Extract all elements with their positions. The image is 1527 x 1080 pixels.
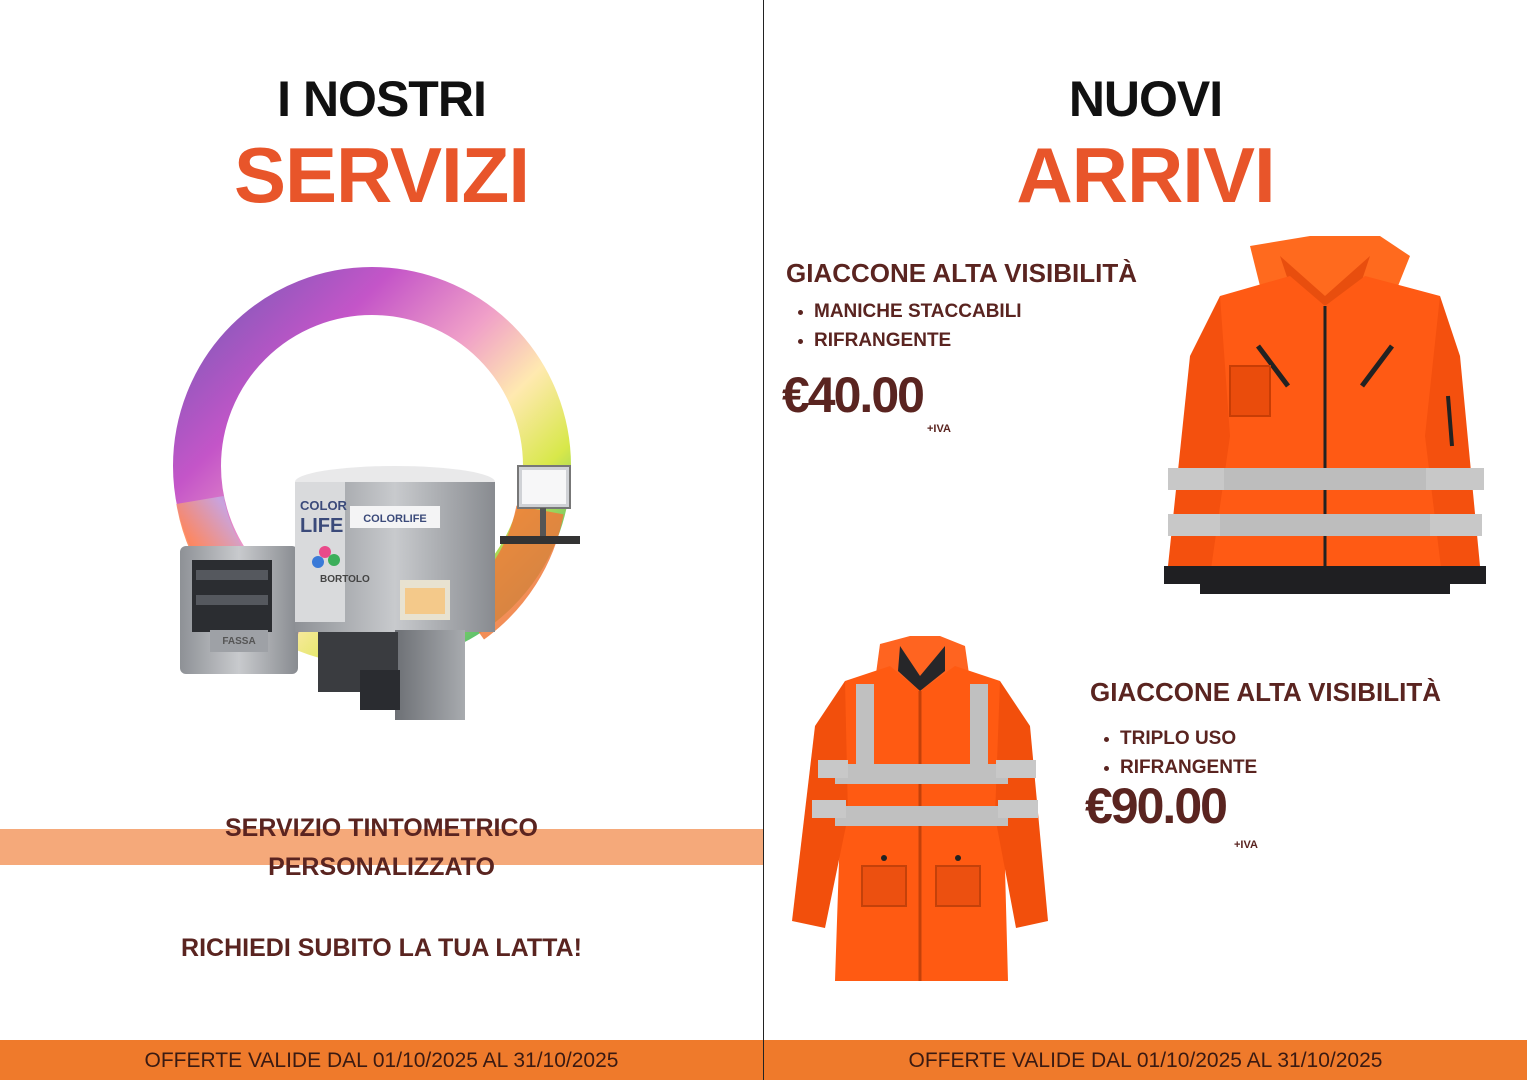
product-2-price: €90.00 (1085, 778, 1226, 834)
services-title-line2: SERVIZI (234, 131, 529, 219)
offer-validity-footer: OFFERTE VALIDE DAL 01/10/2025 AL 31/10/2025 (0, 1040, 763, 1080)
services-title-line1: I NOSTRI (277, 71, 486, 127)
product-1-feature: RIFRANGENTE (796, 326, 1022, 355)
services-page (0, 0, 763, 1080)
product-2-title: GIACCONE ALTA VISIBILITÀ (1090, 677, 1441, 707)
machine-brand-small: COLOR (300, 498, 347, 513)
new-arrivals-page (764, 0, 1527, 1080)
arrivals-title-line1: NUOVI (1068, 71, 1223, 127)
machine-logo: COLORLIFE (363, 513, 427, 525)
jacket-parka-image (790, 636, 1050, 986)
product-2-tax-note: +IVA (1234, 839, 1258, 851)
product-2-features (1102, 724, 1257, 782)
product-1-tax-note: +IVA (927, 423, 951, 435)
arrivals-title-line2: ARRIVI (1016, 131, 1275, 219)
product-1-title: GIACCONE ALTA VISIBILITÀ (786, 258, 1137, 288)
product-1-price: €40.00 (782, 367, 923, 423)
jacket-bomber-image (1160, 236, 1490, 606)
machine-brand-big: LIFE (300, 515, 344, 537)
product-1-features (796, 297, 1022, 355)
offer-validity-footer: OFFERTE VALIDE DAL 01/10/2025 AL 31/10/2025 (764, 1040, 1527, 1080)
service-line1: SERVIZIO TINTOMETRICO (225, 814, 538, 842)
product-2-feature: TRIPLO USO (1102, 724, 1257, 753)
product-1-feature: MANICHE STACCABILI (796, 297, 1022, 326)
tinting-machine-image (0, 270, 763, 730)
mixer-logo: FASSA (222, 636, 256, 647)
call-to-action: RICHIEDI SUBITO LA TUA LATTA! (181, 934, 582, 962)
product-2-feature: RIFRANGENTE (1102, 753, 1257, 782)
machine-side-logo: BORTOLO (320, 574, 370, 585)
service-line2: PERSONALIZZATO (268, 853, 495, 881)
